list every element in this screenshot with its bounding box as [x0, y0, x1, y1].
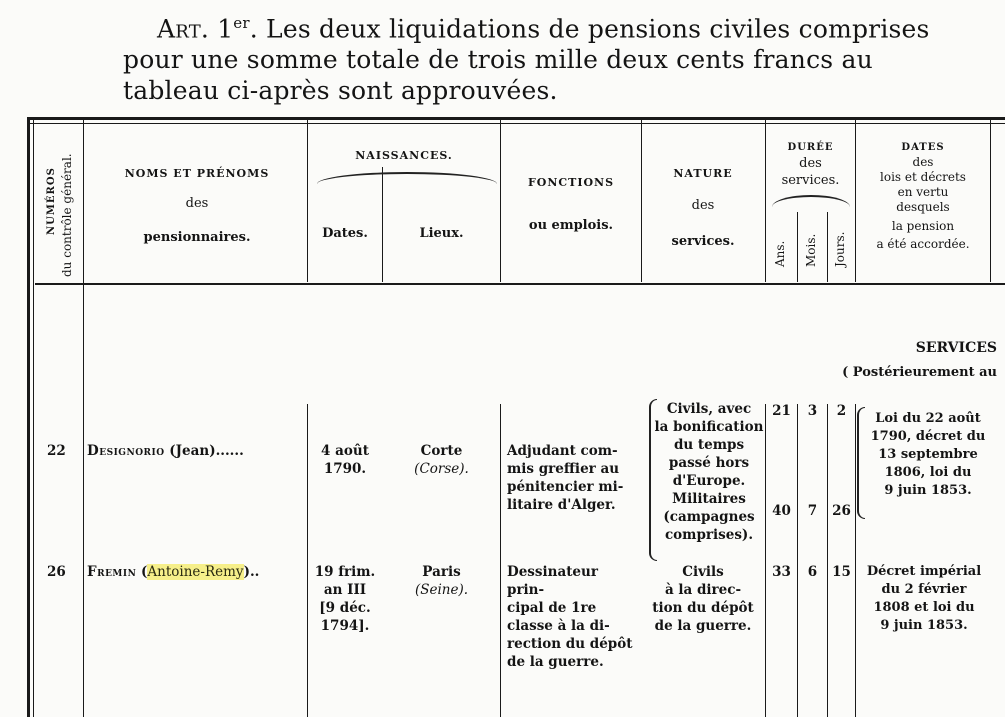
row-lois: Décret impérial du 2 février 1808 et loi du 9 juin 1853.	[866, 564, 982, 633]
col-sep-2	[307, 404, 308, 717]
col-sep-1	[83, 117, 84, 717]
row-ans: 33	[772, 564, 791, 580]
table-border-top	[27, 117, 1005, 120]
row-fonction: Dessinateur prin- cipal de 1re classe à la di- rection du dépôt de la guerre.	[507, 564, 633, 670]
header-dates-lois-accordee: a été accordée.	[876, 237, 970, 251]
row-num: 22	[47, 443, 66, 459]
header-duree: DURÉE	[787, 142, 834, 153]
col-sep-7b	[797, 404, 798, 717]
header-controle: du contrôle général.	[60, 153, 74, 277]
row-birth-place: Corte (Corse).	[414, 443, 469, 477]
header-duree-services: services.	[781, 173, 840, 188]
row-mois-2: 7	[807, 503, 818, 519]
col-sep-7	[797, 212, 798, 282]
duree-brace	[772, 195, 850, 207]
header-dates-lois: DATES	[901, 142, 945, 153]
row-jours: 15	[832, 564, 851, 580]
row-mois: 6	[807, 564, 818, 580]
table-border-left	[27, 117, 30, 717]
row-ans-1: 21	[772, 403, 791, 419]
row-lois: Loi du 22 août 1790, décret du 13 septembre 1806, loi du 9 juin 1853.	[870, 411, 986, 498]
table-border-left-inner	[33, 117, 34, 717]
header-noms-pensionnaires: pensionnaires.	[143, 230, 251, 245]
intro-line3: tableau ci-après sont approuvées.	[123, 76, 558, 106]
section-title: SERVICES	[915, 340, 997, 356]
row-nature: Civils, avec la bonification du temps passé hors d'Europe. Militaires (campagnes comprises).	[654, 401, 764, 543]
highlighted-name: Antoine-Remy	[147, 564, 244, 580]
header-fonctions: FONCTIONS	[527, 176, 615, 189]
header-duree-des: des	[799, 156, 822, 171]
header-mois: Mois.	[804, 233, 818, 267]
header-dates: Dates.	[322, 226, 368, 241]
header-dates-lois-desquels: desquels	[896, 200, 950, 214]
article-sup: er	[233, 14, 250, 32]
col-sep-8b	[827, 404, 828, 717]
col-sep-4-top	[500, 117, 501, 282]
col-sep-9	[855, 404, 856, 717]
row-name: Fremin (Antoine-Remy)..	[87, 564, 260, 580]
intro-line2: pour une somme totale de trois mille deux cents francs au	[123, 45, 873, 75]
table-border-top-inner	[27, 123, 1005, 124]
header-noms-des: des	[185, 196, 209, 211]
header-dates-lois-lois: lois et décrets	[880, 170, 966, 184]
header-nature: NATURE	[673, 167, 733, 180]
row-jours-1: 2	[836, 403, 847, 419]
row-fonction: Adjudant com- mis greffier au pénitencier mi- litaire d'Alger.	[507, 443, 624, 513]
article-label: Art. 1	[157, 14, 234, 44]
header-numeros: NUMÉROS	[46, 167, 57, 235]
col-sep-2-top	[307, 117, 308, 282]
row-birth-date: 19 frim. an III [9 déc. 1794].	[314, 564, 376, 634]
row-name: Designorio (Jean)......	[87, 443, 244, 459]
row-birth-date: 4 août 1790.	[321, 443, 369, 477]
header-rule	[35, 283, 1005, 285]
header-nature-services: services.	[671, 234, 735, 249]
header-dates-lois-des: des	[912, 155, 934, 169]
col-sep-8	[827, 212, 828, 282]
header-ans: Ans.	[773, 240, 787, 267]
header-fonctions-emplois: ou emplois.	[528, 218, 614, 233]
row-birth-place: Paris (Seine).	[414, 564, 469, 598]
row-nature: Civils à la direc- tion du dépôt de la guerre.	[652, 564, 754, 634]
section-subtitle: ( Postérieurement au	[842, 365, 997, 380]
intro-paragraph	[123, 8, 943, 106]
header-noms: NOMS ET PRÉNOMS	[124, 167, 270, 180]
intro-line1: . Les deux liquidations de pensions civiles comprises	[249, 14, 930, 44]
header-nature-des: des	[691, 198, 715, 213]
header-naissances: NAISSANCES.	[355, 149, 453, 162]
row-jours-2: 26	[832, 503, 851, 519]
naissances-brace	[317, 172, 497, 184]
row-mois-1: 3	[807, 403, 818, 419]
pension-table	[27, 117, 1005, 717]
row-num: 26	[47, 564, 66, 580]
header-dates-lois-pension: la pension	[891, 219, 955, 233]
row-ans-2: 40	[772, 503, 791, 519]
col-sep-4	[500, 404, 501, 717]
col-sep-10	[990, 117, 991, 282]
header-lieux: Lieux.	[419, 226, 464, 241]
header-dates-lois-vertu: en vertu	[897, 185, 949, 199]
header-jours: Jours.	[833, 231, 847, 267]
